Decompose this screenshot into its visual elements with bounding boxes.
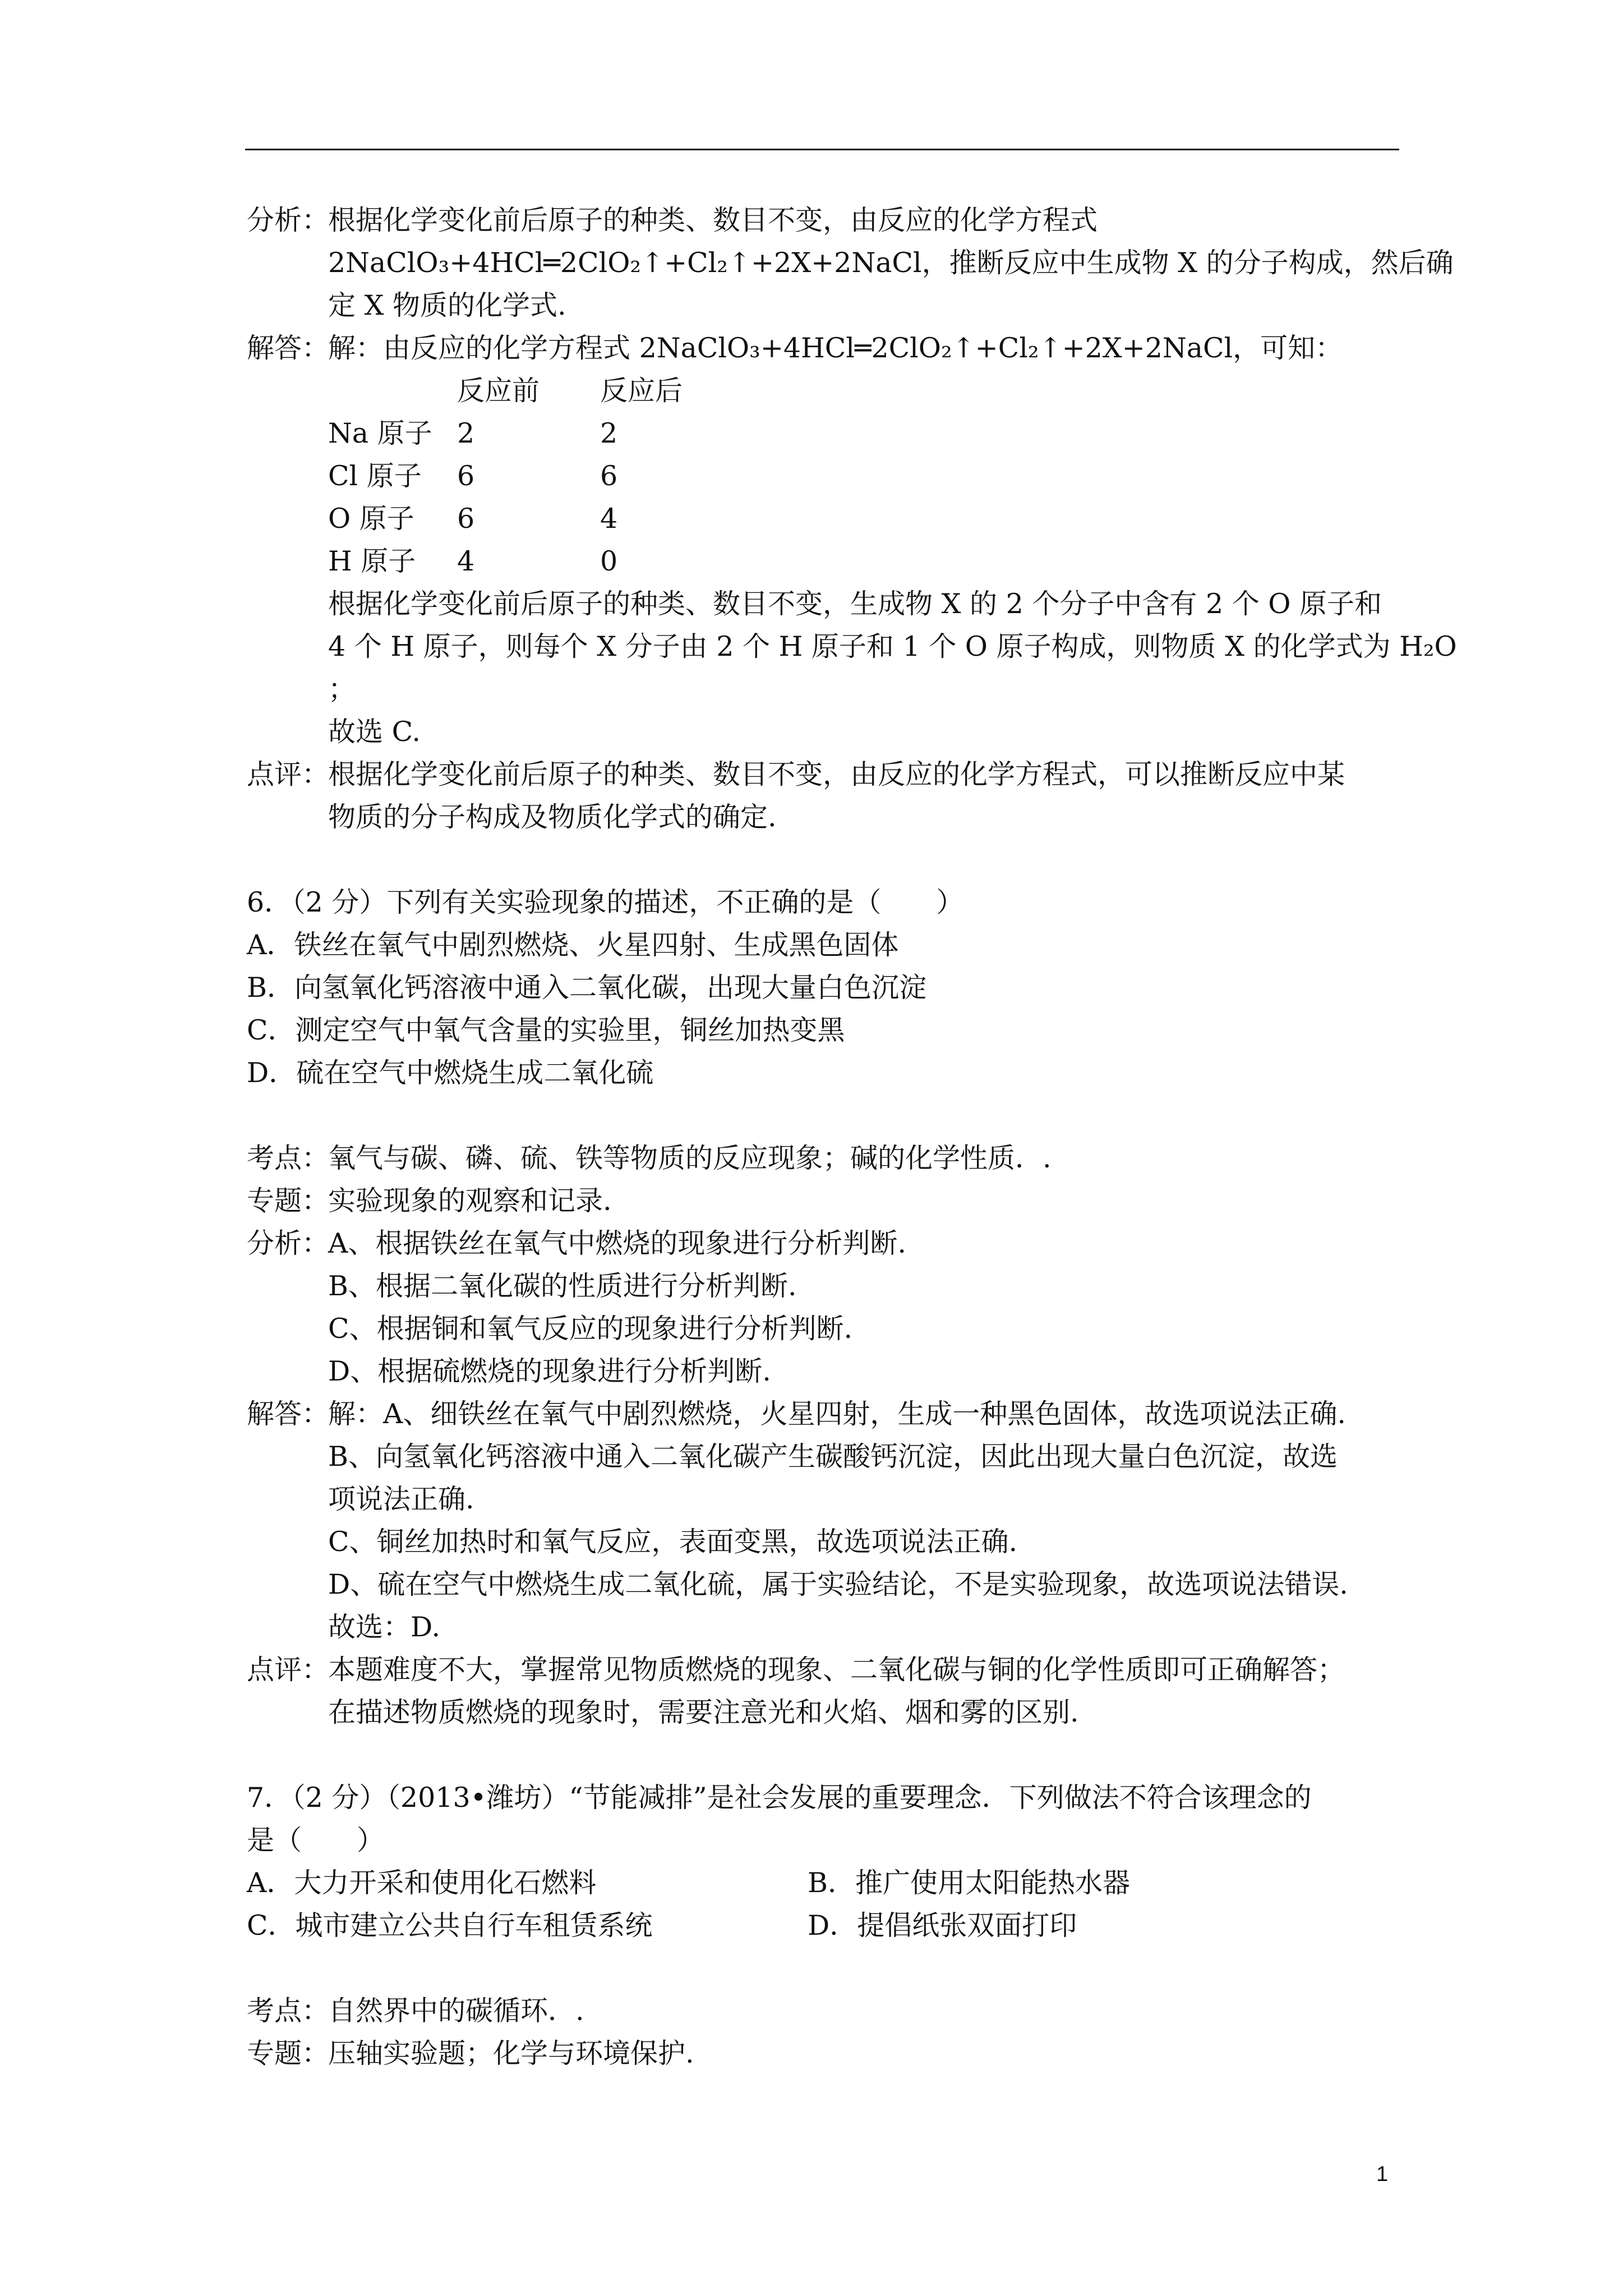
text-line: 故选：D. [328,1611,441,1643]
table-cell: 反应后 [600,375,683,407]
page-number: 1 [1376,2162,1389,2186]
q6-option: A．铁丝在氧气中剧烈燃烧、火星四射、生成黑色固体 [247,929,899,961]
q6-comment [247,1649,1413,1734]
q6-stem: 6．（2 分）下列有关实验现象的描述，不正确的是（ ） [247,886,964,918]
text-line: A、根据铁丝在氧气中燃烧的现象进行分析判断. [328,1227,906,1259]
text-line: 根据化学变化前后原子的种类、数目不变，由反应的化学方程式，可以推断反应中某 [328,758,1345,790]
table-row [328,412,1413,455]
text-line: 解：A、细铁丝在氧气中剧烈燃烧，火星四射，生成一种黑色固体，故选项说法正确. [328,1398,1346,1430]
q6-kaodian [247,1137,1413,1180]
q6-zhuanti-label: 专题： [247,1185,330,1217]
atom-table-header [328,370,1413,412]
text-line: 压轴实验题；化学与环境保护. [328,2037,694,2069]
q6-zhuanti [247,1180,1413,1222]
text-line: 实验现象的观察和记录. [328,1185,612,1217]
q5-answer-label: 解答： [247,332,330,364]
text-line: 根据化学变化前后原子的种类、数目不变，由反应的化学方程式 [328,204,1098,236]
table-row [328,498,1413,540]
q6-kaodian-label: 考点： [247,1142,330,1174]
text-line: 解：由反应的化学方程式 2NaClO₃+4HCl═2ClO₂↑+Cl₂↑+2X+2NaCl，可知： [328,332,1343,364]
text-line: 定 X 物质的化学式. [328,289,566,321]
q7-option: C．城市建立公共自行车租赁系统 [247,1910,653,1941]
q7-kaodian [247,1990,1413,2032]
q7-stem: 7．（2 分）（2013•潍坊）“节能减排”是社会发展的重要理念．下列做法不符合该理念的 [247,1782,1312,1814]
text-line: 故选 C. [328,716,421,748]
q6-option: B．向氢氧化钙溶液中通入二氧化碳，出现大量白色沉淀 [247,972,927,1004]
text-line: B、向氢氧化钙溶液中通入二氧化碳产生碳酸钙沉淀，因此出现大量白色沉淀，故选 [328,1441,1338,1473]
q6-comment-label: 点评： [247,1654,330,1686]
table-cell: 6 [457,460,475,492]
page-content [247,199,1457,2075]
text-line: C、铜丝加热时和氧气反应，表面变黑，故选项说法正确. [328,1526,1018,1558]
text-line: 本题难度不大，掌握常见物质燃烧的现象、二氧化碳与铜的化学性质即可正确解答； [328,1654,1345,1686]
text-line: 4 个 H 原子，则每个 X 分子由 2 个 H 原子和 1 个 O 原子构成，则物质 X 的化学式为 H₂O [328,631,1457,662]
text-line: 根据化学变化前后原子的种类、数目不变，生成物 X 的 2 个分子中含有 2 个 O 原子和 [328,588,1382,620]
table-cell: 4 [600,503,618,535]
table-cell: 0 [600,545,618,577]
q5-analysis [247,199,1454,327]
table-cell: 6 [457,503,475,535]
table-cell: O 原子 [328,503,414,535]
q6-analysis [247,1222,1413,1393]
q7-zhuanti-label: 专题： [247,2037,330,2069]
q5-comment-label: 点评： [247,758,330,790]
q7-stem-cont: 是（ ） [247,1824,385,1856]
q6-answer [247,1393,1413,1649]
q7-option: B．推广使用太阳能热水器 [808,1867,1131,1899]
text-line: D、根据硫燃烧的现象进行分析判断. [328,1355,771,1387]
text-line: D、硫在空气中燃烧生成二氧化硫，属于实验结论，不是实验现象，故选项说法错误. [328,1568,1348,1600]
text-line: 项说法正确. [328,1483,474,1515]
q7-kaodian-label: 考点： [247,1995,330,2027]
text-line: 自然界中的碳循环．. [328,1995,584,2027]
text-line: 在描述物质燃烧的现象时，需要注意光和火焰、烟和雾的区别. [328,1696,1079,1728]
table-row [328,540,1413,583]
q6-option: C．测定空气中氧气含量的实验里，铜丝加热变黑 [247,1014,845,1046]
q5-answer [247,327,1457,753]
q7-option: D．提倡纸张双面打印 [808,1910,1077,1941]
table-cell [328,370,457,412]
table-row [328,455,1413,498]
table-cell: Cl 原子 [328,460,422,492]
table-cell: 2 [600,417,618,449]
text-line: 氧气与碳、磷、硫、铁等物质的反应现象；碱的化学性质．. [328,1142,1052,1174]
text-line: B、根据二氧化碳的性质进行分析判断. [328,1270,797,1302]
q5-comment [247,753,1413,839]
q6-option: D．硫在空气中燃烧生成二氧化硫 [247,1057,654,1089]
q7-zhuanti [247,2032,1413,2075]
q6-answer-label: 解答： [247,1398,330,1430]
table-cell: 2 [457,417,475,449]
q5-analysis-label: 分析： [247,204,330,236]
text-line: C、根据铜和氧气反应的现象进行分析判断. [328,1313,853,1345]
header-rule [245,149,1399,150]
table-cell: H 原子 [328,545,416,577]
table-cell: Na 原子 [328,417,432,449]
q6-analysis-label: 分析： [247,1227,330,1259]
q7-options [247,1862,1413,1947]
text-line: ； [328,673,356,705]
table-cell: 反应前 [457,375,540,407]
table-cell: 6 [600,460,618,492]
q7-option: A．大力开采和使用化石燃料 [247,1867,597,1899]
table-cell: 4 [457,545,475,577]
text-line: 2NaClO₃+4HCl═2ClO₂↑+Cl₂↑+2X+2NaCl，推断反应中生成物 X 的分子构成，然后确 [328,247,1454,279]
text-line: 物质的分子构成及物质化学式的确定. [328,801,777,833]
